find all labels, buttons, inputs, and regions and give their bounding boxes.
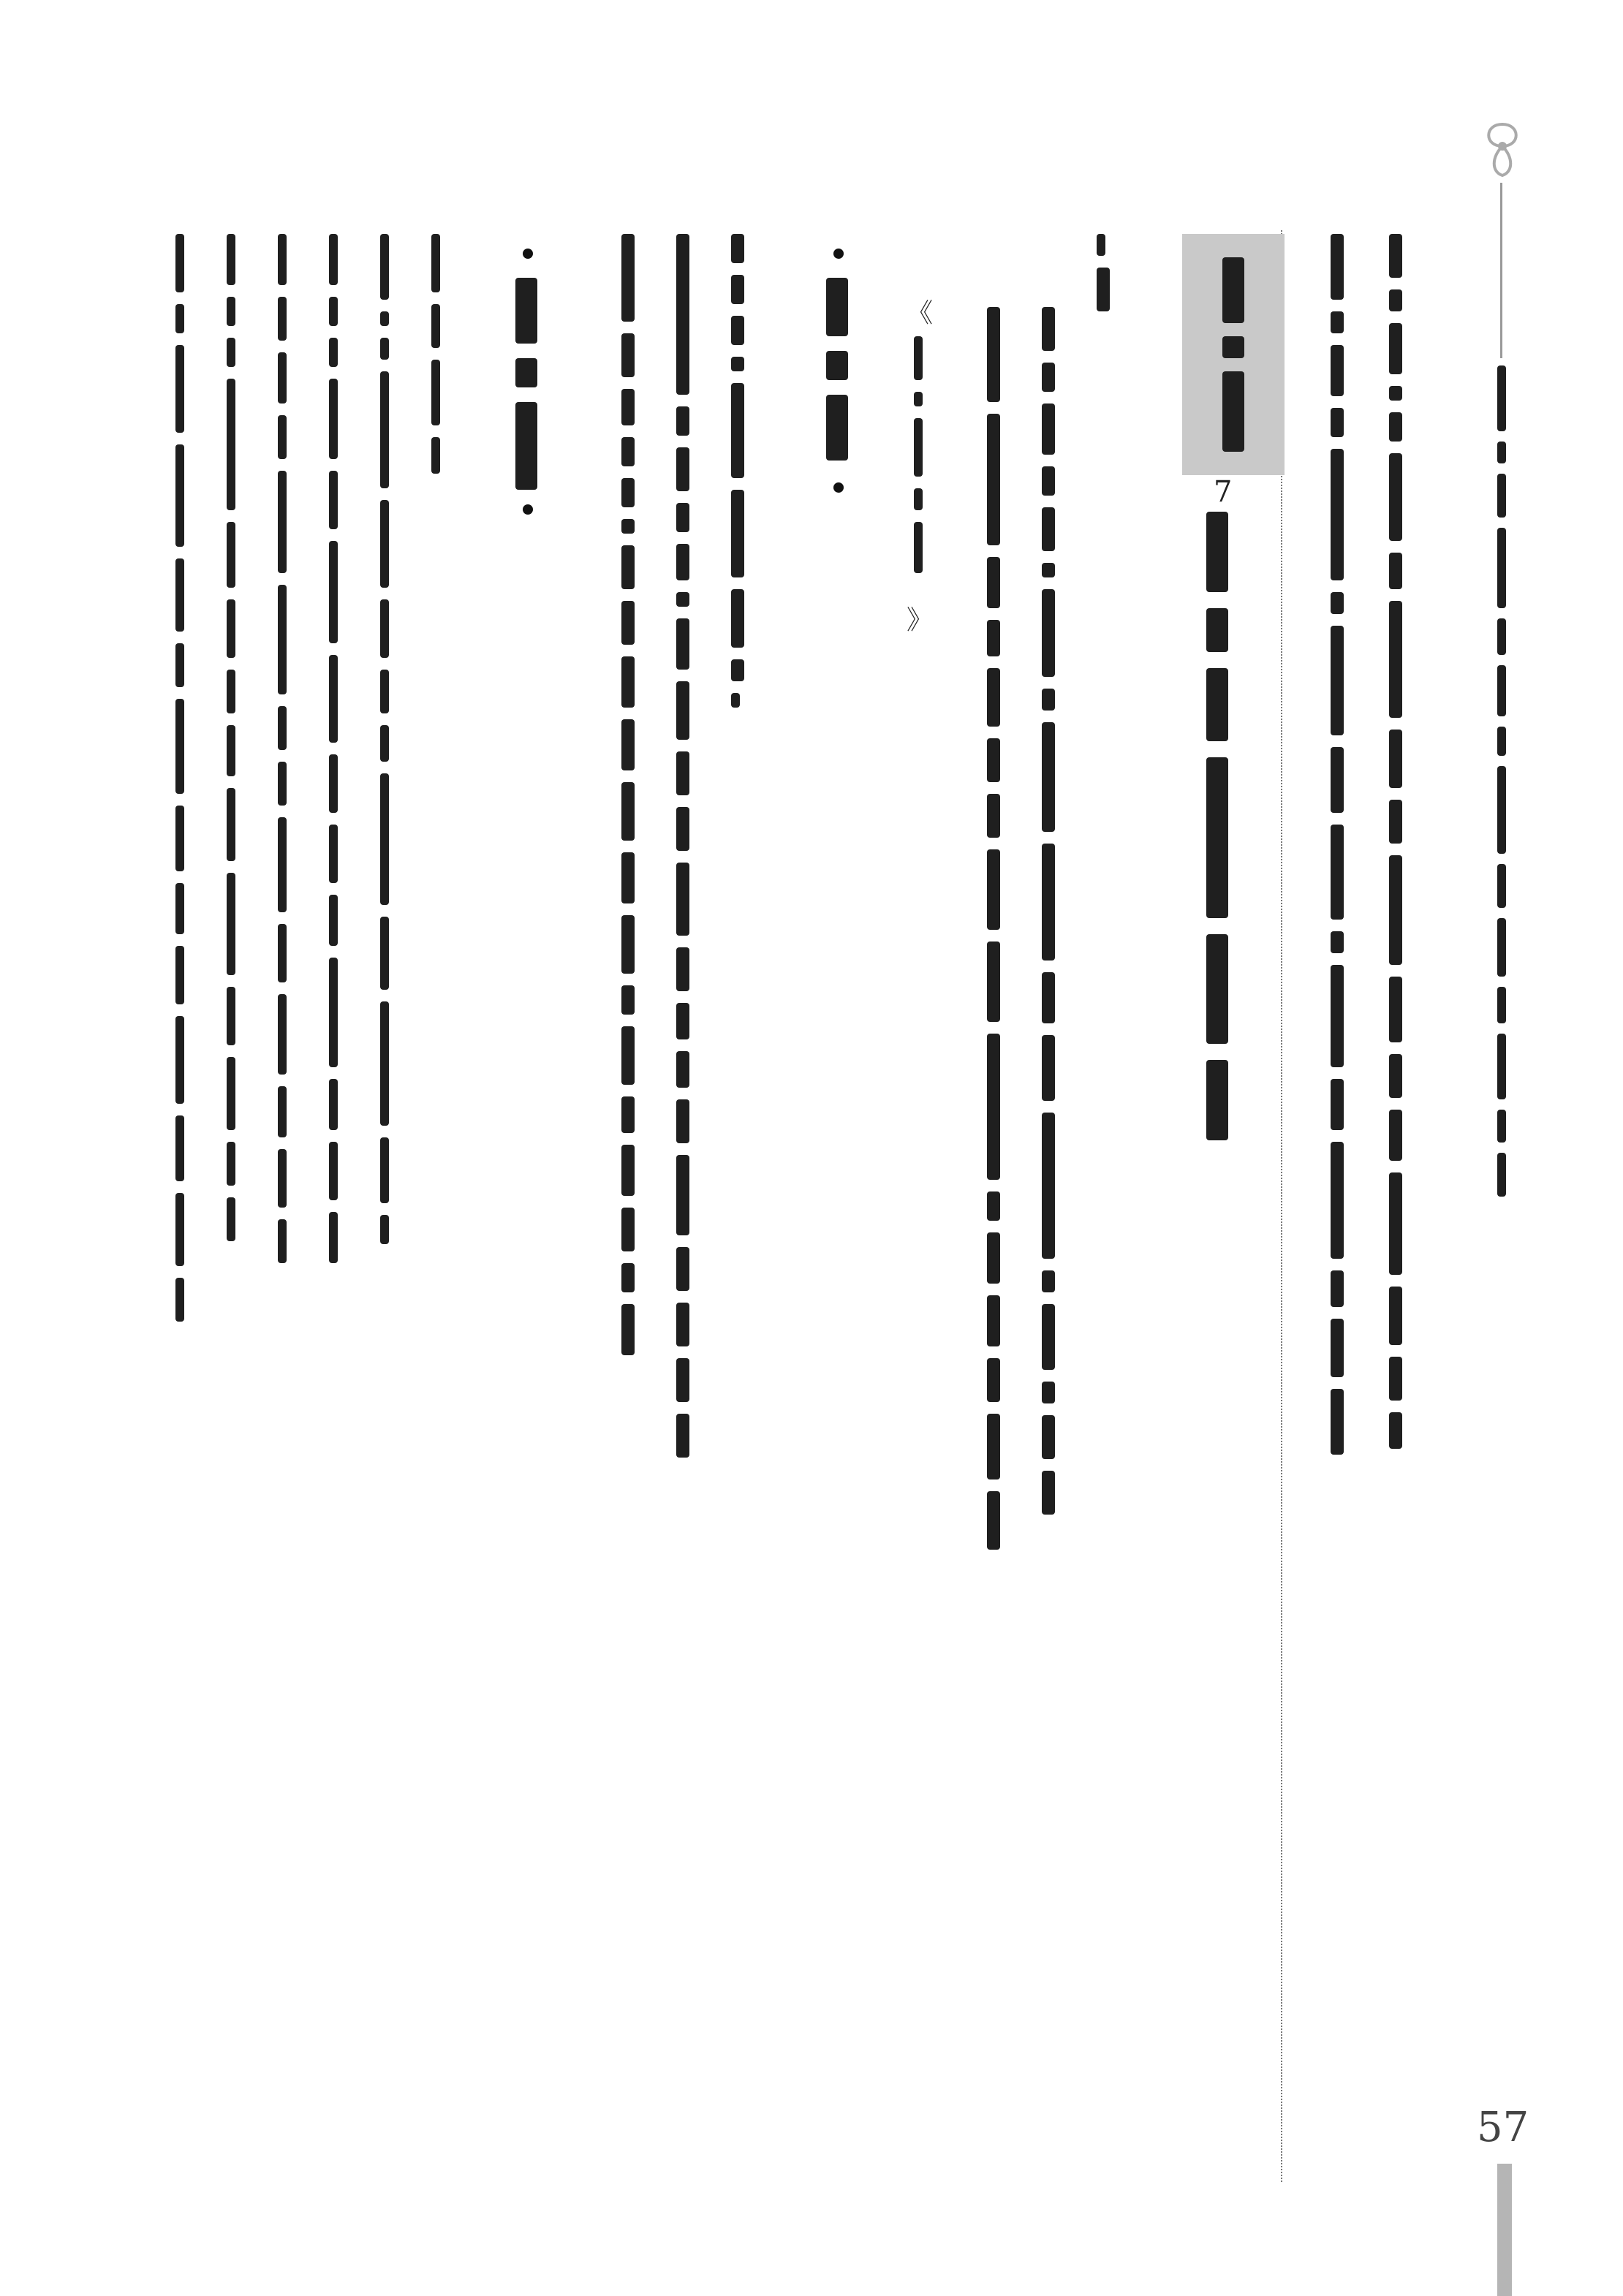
body-column-8	[380, 234, 389, 1244]
bullet	[523, 249, 533, 259]
body-column-2	[1042, 307, 1055, 1515]
body-column-1	[1097, 234, 1110, 311]
page-number: 57	[1477, 2104, 1529, 2151]
body-column-12	[175, 234, 184, 1322]
section-divider	[1281, 230, 1282, 2182]
body-column-5	[676, 234, 689, 1458]
subheading-1	[826, 278, 848, 461]
header-ornament-icon	[1462, 117, 1543, 183]
body-column-3	[987, 307, 1000, 1550]
quote-open: 《	[907, 298, 934, 328]
bullet	[523, 504, 533, 515]
body-column-4	[731, 234, 744, 708]
quote-text	[914, 336, 923, 573]
bullet	[833, 482, 844, 493]
section-number: 7	[1214, 475, 1233, 509]
bullet	[833, 249, 844, 259]
body-column-7	[431, 234, 440, 474]
page-edge-tab	[1497, 2164, 1512, 2296]
section-number-box	[1182, 234, 1285, 475]
body-column-9	[329, 234, 338, 1263]
header-rule	[1500, 183, 1502, 358]
quote-close: 》	[907, 605, 934, 635]
body-column-6	[621, 234, 635, 1355]
text-column-2	[1331, 234, 1344, 1455]
body-column-10	[278, 234, 287, 1263]
running-header	[1497, 365, 1526, 1221]
text-column-1	[1389, 234, 1402, 1449]
subheading-2	[515, 278, 537, 490]
body-column-11	[227, 234, 235, 1241]
section-title	[1206, 512, 1228, 1140]
